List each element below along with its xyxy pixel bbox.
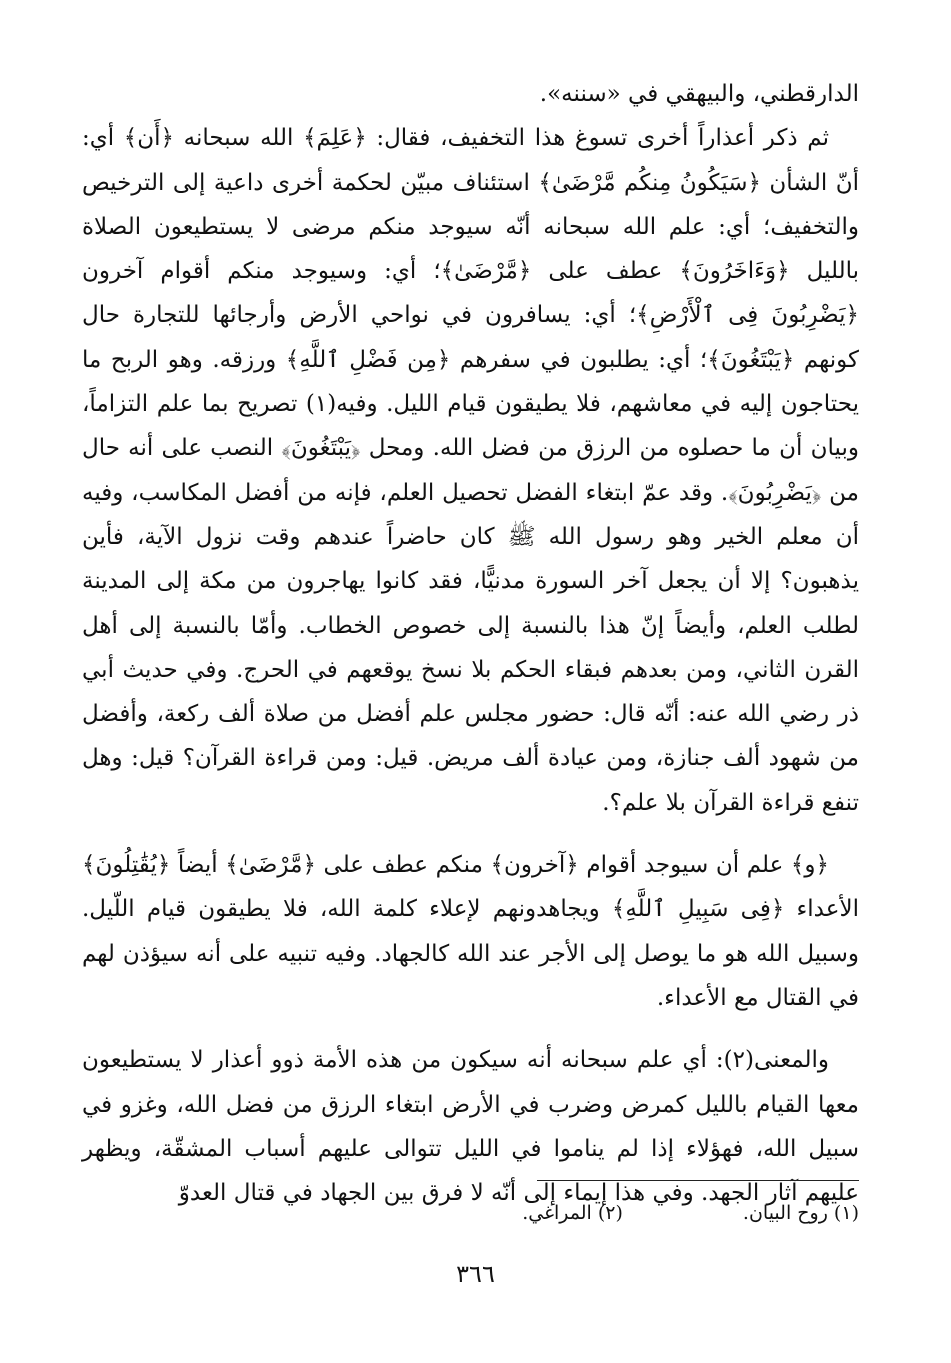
paragraph-fighters: ﴿و﴾ علم أن سيوجد أقوام ﴿آخرون﴾ منكم عطف على ﴿مَّرْضَىٰ﴾ أيضاً ﴿يُقَٰتِلُونَ﴾ الأعداء ﴿فِى سَبِيلِ ٱللَّهِ﴾ ويجاهدونهم لإعلاء كلمة الله، فلا يطيقون قيام اللّيل. وسبيل الله هو ما يوصل إلى الأجر عند الله كالجهاد. وفيه تنبيه على أنه سيؤذن لهم في القتال مع الأعداء. xyxy=(82,852,859,1011)
page-number: ٣٦٦ xyxy=(456,1260,495,1288)
paragraph-meaning: والمعنى(٢): أي علم سبحانه أنه سيكون من هذه الأمة ذوو أعذار لا يستطيعون معها القيام بالليل كمرض وضرب في الأرض ابتغاء الرزق من فضل الله، وغزو في سبيل الله، فهؤلاء إذا لم يناموا في الليل تتوالى عليهم أسباب المشقّة، ويظهر عليهم آثار الجهد. وفي هذا إيماء إلى أنّه لا فرق بين الجهاد في قتال العدوّ xyxy=(82,1047,859,1207)
footnote-2: (٢) المراغي. xyxy=(522,1202,623,1224)
paragraph-tafsir-excuses: ثم ذكر أعذاراً أخرى تسوغ هذا التخفيف، فقال: ﴿عَلِمَ﴾ الله سبحانه ﴿أَن﴾ أي: أنّ الشأن ﴿سَيَكُونُ مِنكُم مَّرْضَىٰ﴾ استئناف مبيّن لحكمة أخرى داعية إلى الترخيص والتخفيف؛ أي: علم الله سبحانه أنّه سيوجد منكم مرضى لا يستطيعون الصلاة بالليل ﴿وَءَاخَرُونَ﴾ عطف على ﴿مَّرْضَىٰ﴾؛ أي: وسيوجد منكم أقوام آخرون ﴿يَضْرِبُونَ فِى ٱلْأَرْضِ﴾؛ أي: يسافرون في نواحي الأرض وأرجائها للتجارة حال كونهم ﴿يَبْتَغُونَ﴾؛ أي: يطلبون في سفرهم ﴿مِن فَضْلِ ٱللَّهِ﴾ ورزقه. وهو الربح ما يحتاجون إليه في معاشهم، فلا يطيقون قيام الليل. وفيه(١) تصريح بما علم التزاماً، وبيان أن ما حصلوه من الرزق من فضل الله. ومحل ﴿يَبْتَغُونَ﴾ النصب على أنه حال من ﴿يَضْرِبُونَ﴾. وقد عمّ ابتغاء الفضل تحصيل العلم، فإنه من أفضل المكاسب، وفيه أن معلم الخير وهو رسول الله ﷺ كان حاضراً عندهم وقت نزول الآية، فأين يذهبون؟ إلا أن يجعل آخر السورة مدنيًّا، فقد كانوا يهاجرون من مكة إلى المدينة لطلب العلم، وأيضاً إنّ هذا بالنسبة إلى خصوص الخطاب. وأمّا بالنسبة إلى أهل القرن الثاني، ومن بعدهم فبقاء الحكم بلا نسخ يوقعهم في الحرج. وفي حديث أبي ذر رضي الله عنه: أنّه قال: حضور مجلس علم أفضل من صلاة ألف ركعة، وأفضل من شهود ألف جنازة، ومن عيادة ألف مريض. قيل: ومن قراءة القرآن؟ قيل: وهل تنفع قراءة القرآن بلا علم؟. xyxy=(82,125,859,816)
paragraph-continuation: الدارقطني، والبيهقي في «سننه». xyxy=(539,81,859,107)
footnote-divider xyxy=(537,1180,859,1181)
footnote-1: (١) روح البيان. xyxy=(742,1202,859,1224)
footnotes xyxy=(522,1198,859,1228)
